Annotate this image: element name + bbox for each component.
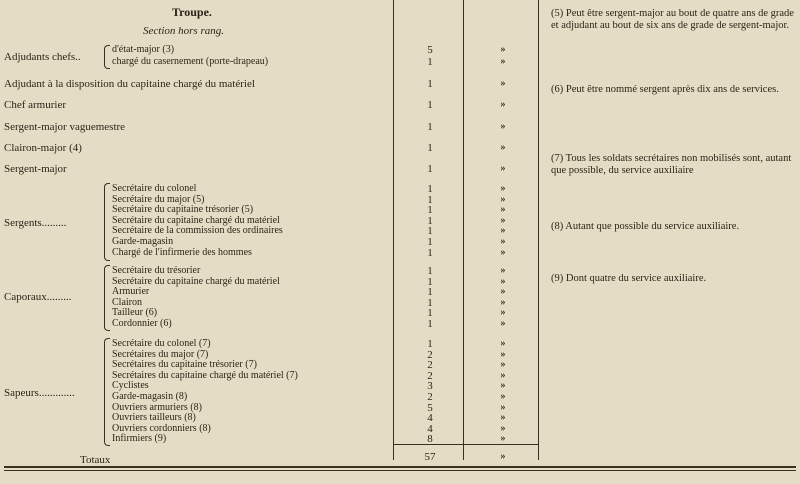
mark-cell: »	[500, 99, 506, 110]
totals-rule	[393, 444, 538, 445]
mark-cell: »	[500, 296, 506, 308]
footnote-9: (9) Dont quatre du service auxiliaire.	[551, 273, 707, 284]
mark-cell: »	[500, 265, 506, 276]
list-item: Secrétaires du major (7)	[112, 348, 209, 360]
count-cell: 5	[427, 44, 433, 56]
count-cell: 1	[427, 56, 433, 68]
mark-cell: »	[500, 317, 506, 329]
totals-mark: »	[500, 451, 506, 462]
list-item: Armurier	[112, 286, 150, 297]
count-cell: 1	[427, 142, 433, 154]
count-cell: 1	[427, 286, 433, 298]
mark-cell: »	[500, 204, 506, 216]
page-title: Troupe.	[172, 5, 212, 19]
mark-cell: »	[500, 359, 506, 371]
column-rule-2	[463, 0, 464, 460]
group-brace	[104, 183, 110, 261]
table-row-label: Sergent-major vaguemestre	[4, 121, 126, 133]
count-cell: 1	[427, 265, 433, 277]
list-item: Secrétaire du major (5)	[112, 193, 205, 205]
mark-cell: »	[500, 275, 506, 287]
table-row-label: Clairon-major (4)	[4, 142, 82, 154]
mark-cell: »	[500, 78, 506, 89]
mark-cell: »	[500, 422, 506, 434]
mark-cell: »	[500, 163, 506, 174]
list-item: Secrétaire du capitaine chargé du matériel	[112, 275, 280, 287]
list-item: Secrétaire du capitaine chargé du matériel	[112, 214, 280, 226]
mark-cell: »	[500, 236, 506, 247]
mark-cell: »	[500, 286, 506, 297]
totals-label: Totaux	[80, 454, 111, 466]
bottom-rule-2	[4, 470, 796, 471]
list-item: Clairon	[112, 296, 142, 308]
count-cell: 1	[427, 193, 433, 206]
count-cell: 5	[427, 401, 433, 414]
list-item: Tailleur (6)	[112, 307, 158, 318]
group-label-sergents: Sergents.........	[4, 217, 67, 229]
mark-cell: »	[500, 225, 506, 237]
table-row-label: Sergent-major	[4, 163, 67, 175]
mark-cell: »	[500, 401, 506, 413]
list-item: Cyclistes	[112, 380, 149, 392]
list-item: chargé du casernement (porte-drapeau)	[112, 56, 269, 67]
count-cell: 1	[427, 236, 433, 248]
mark-cell: »	[500, 391, 506, 402]
count-cell: 1	[427, 275, 433, 288]
list-item: Infirmiers (9)	[112, 433, 167, 445]
count-cell: 1	[427, 214, 433, 227]
totals-count: 57	[424, 451, 436, 463]
table-row-label: Adjudant à la disposition du capitaine chargé du matériel	[4, 78, 255, 90]
column-rule-1	[393, 0, 394, 460]
footnote-6: (6) Peut être nommé sergent après dix ans de services.	[551, 84, 779, 95]
mark-cell: »	[500, 412, 506, 424]
mark-cell: »	[500, 338, 506, 349]
list-item: Secrétaire de la commission des ordinaires	[112, 225, 283, 237]
mark-cell: »	[500, 214, 506, 226]
count-cell: 3	[427, 380, 433, 393]
mark-cell: »	[500, 380, 506, 392]
count-cell: 1	[427, 338, 433, 350]
list-item: Secrétaire du colonel (7)	[112, 338, 211, 349]
count-cell: 2	[427, 359, 433, 372]
count-cell: 2	[427, 369, 433, 382]
mark-cell: »	[500, 307, 506, 318]
count-cell: 4	[427, 422, 433, 435]
footnote-5: (5) Peut être sergent-major au bout de quatre ans de grade et adjudant au bout de six ans de grade de sergent-major.	[551, 8, 794, 31]
count-cell: 1	[427, 183, 433, 195]
count-cell: 8	[427, 433, 433, 446]
mark-cell: »	[500, 433, 506, 445]
list-item: Secrétaires du capitaine chargé du matériel (7)	[112, 369, 298, 381]
group-brace	[104, 338, 110, 446]
count-cell: 1	[427, 99, 433, 111]
count-cell: 1	[427, 163, 433, 175]
group-brace	[104, 265, 110, 331]
mark-cell: »	[500, 369, 506, 381]
count-cell: 1	[427, 121, 433, 133]
count-cell: 1	[427, 204, 433, 217]
list-item: Secrétaire du capitaine trésorier (5)	[112, 204, 254, 216]
list-item: Chargé de l'infirmerie des hommes	[112, 246, 252, 258]
mark-cell: »	[500, 142, 506, 153]
list-item: Ouvriers armuriers (8)	[112, 401, 202, 413]
group-label-adjudants: Adjudants chefs..	[4, 51, 81, 63]
mark-cell: »	[500, 121, 506, 132]
count-cell: 4	[427, 412, 433, 425]
footnote-8: (8) Autant que possible du service auxiliaire.	[551, 221, 740, 232]
list-item: Secrétaires du capitaine trésorier (7)	[112, 359, 257, 371]
count-cell: 1	[427, 296, 433, 309]
count-cell: 2	[427, 348, 433, 361]
list-item: Ouvriers cordonniers (8)	[112, 422, 211, 434]
list-item: Cordonnier (6)	[112, 317, 172, 329]
column-rule-3	[538, 0, 539, 460]
count-cell: 1	[427, 317, 433, 330]
list-item: Secrétaire du colonel	[112, 183, 197, 194]
count-cell: 2	[427, 391, 433, 403]
count-cell: 1	[427, 225, 433, 238]
mark-cell: »	[500, 193, 506, 205]
count-cell: 1	[427, 78, 433, 90]
table-row-label: Chef armurier	[4, 99, 66, 111]
footnote-7: (7) Tous les soldats secrétaires non mobilisés sont, autant que possible, du service auxiliaire	[551, 153, 792, 176]
list-item: Garde-magasin (8)	[112, 391, 188, 402]
mark-cell: »	[500, 56, 506, 67]
list-item: Garde-magasin	[112, 236, 174, 247]
list-item: Secrétaire du trésorier	[112, 265, 201, 276]
mark-cell: »	[500, 44, 506, 55]
count-cell: 1	[427, 246, 433, 259]
count-cell: 1	[427, 307, 433, 319]
mark-cell: »	[500, 183, 506, 194]
section-subtitle: Section hors rang.	[143, 25, 224, 37]
mark-cell: »	[500, 246, 506, 258]
group-label-sapeurs: Sapeurs.............	[4, 387, 75, 399]
group-brace	[104, 45, 110, 69]
mark-cell: »	[500, 348, 506, 360]
list-item: d'état-major (3)	[112, 44, 175, 55]
list-item: Ouvriers tailleurs (8)	[112, 412, 196, 424]
group-label-caporaux: Caporaux.........	[4, 291, 72, 303]
bottom-rule	[4, 466, 796, 468]
